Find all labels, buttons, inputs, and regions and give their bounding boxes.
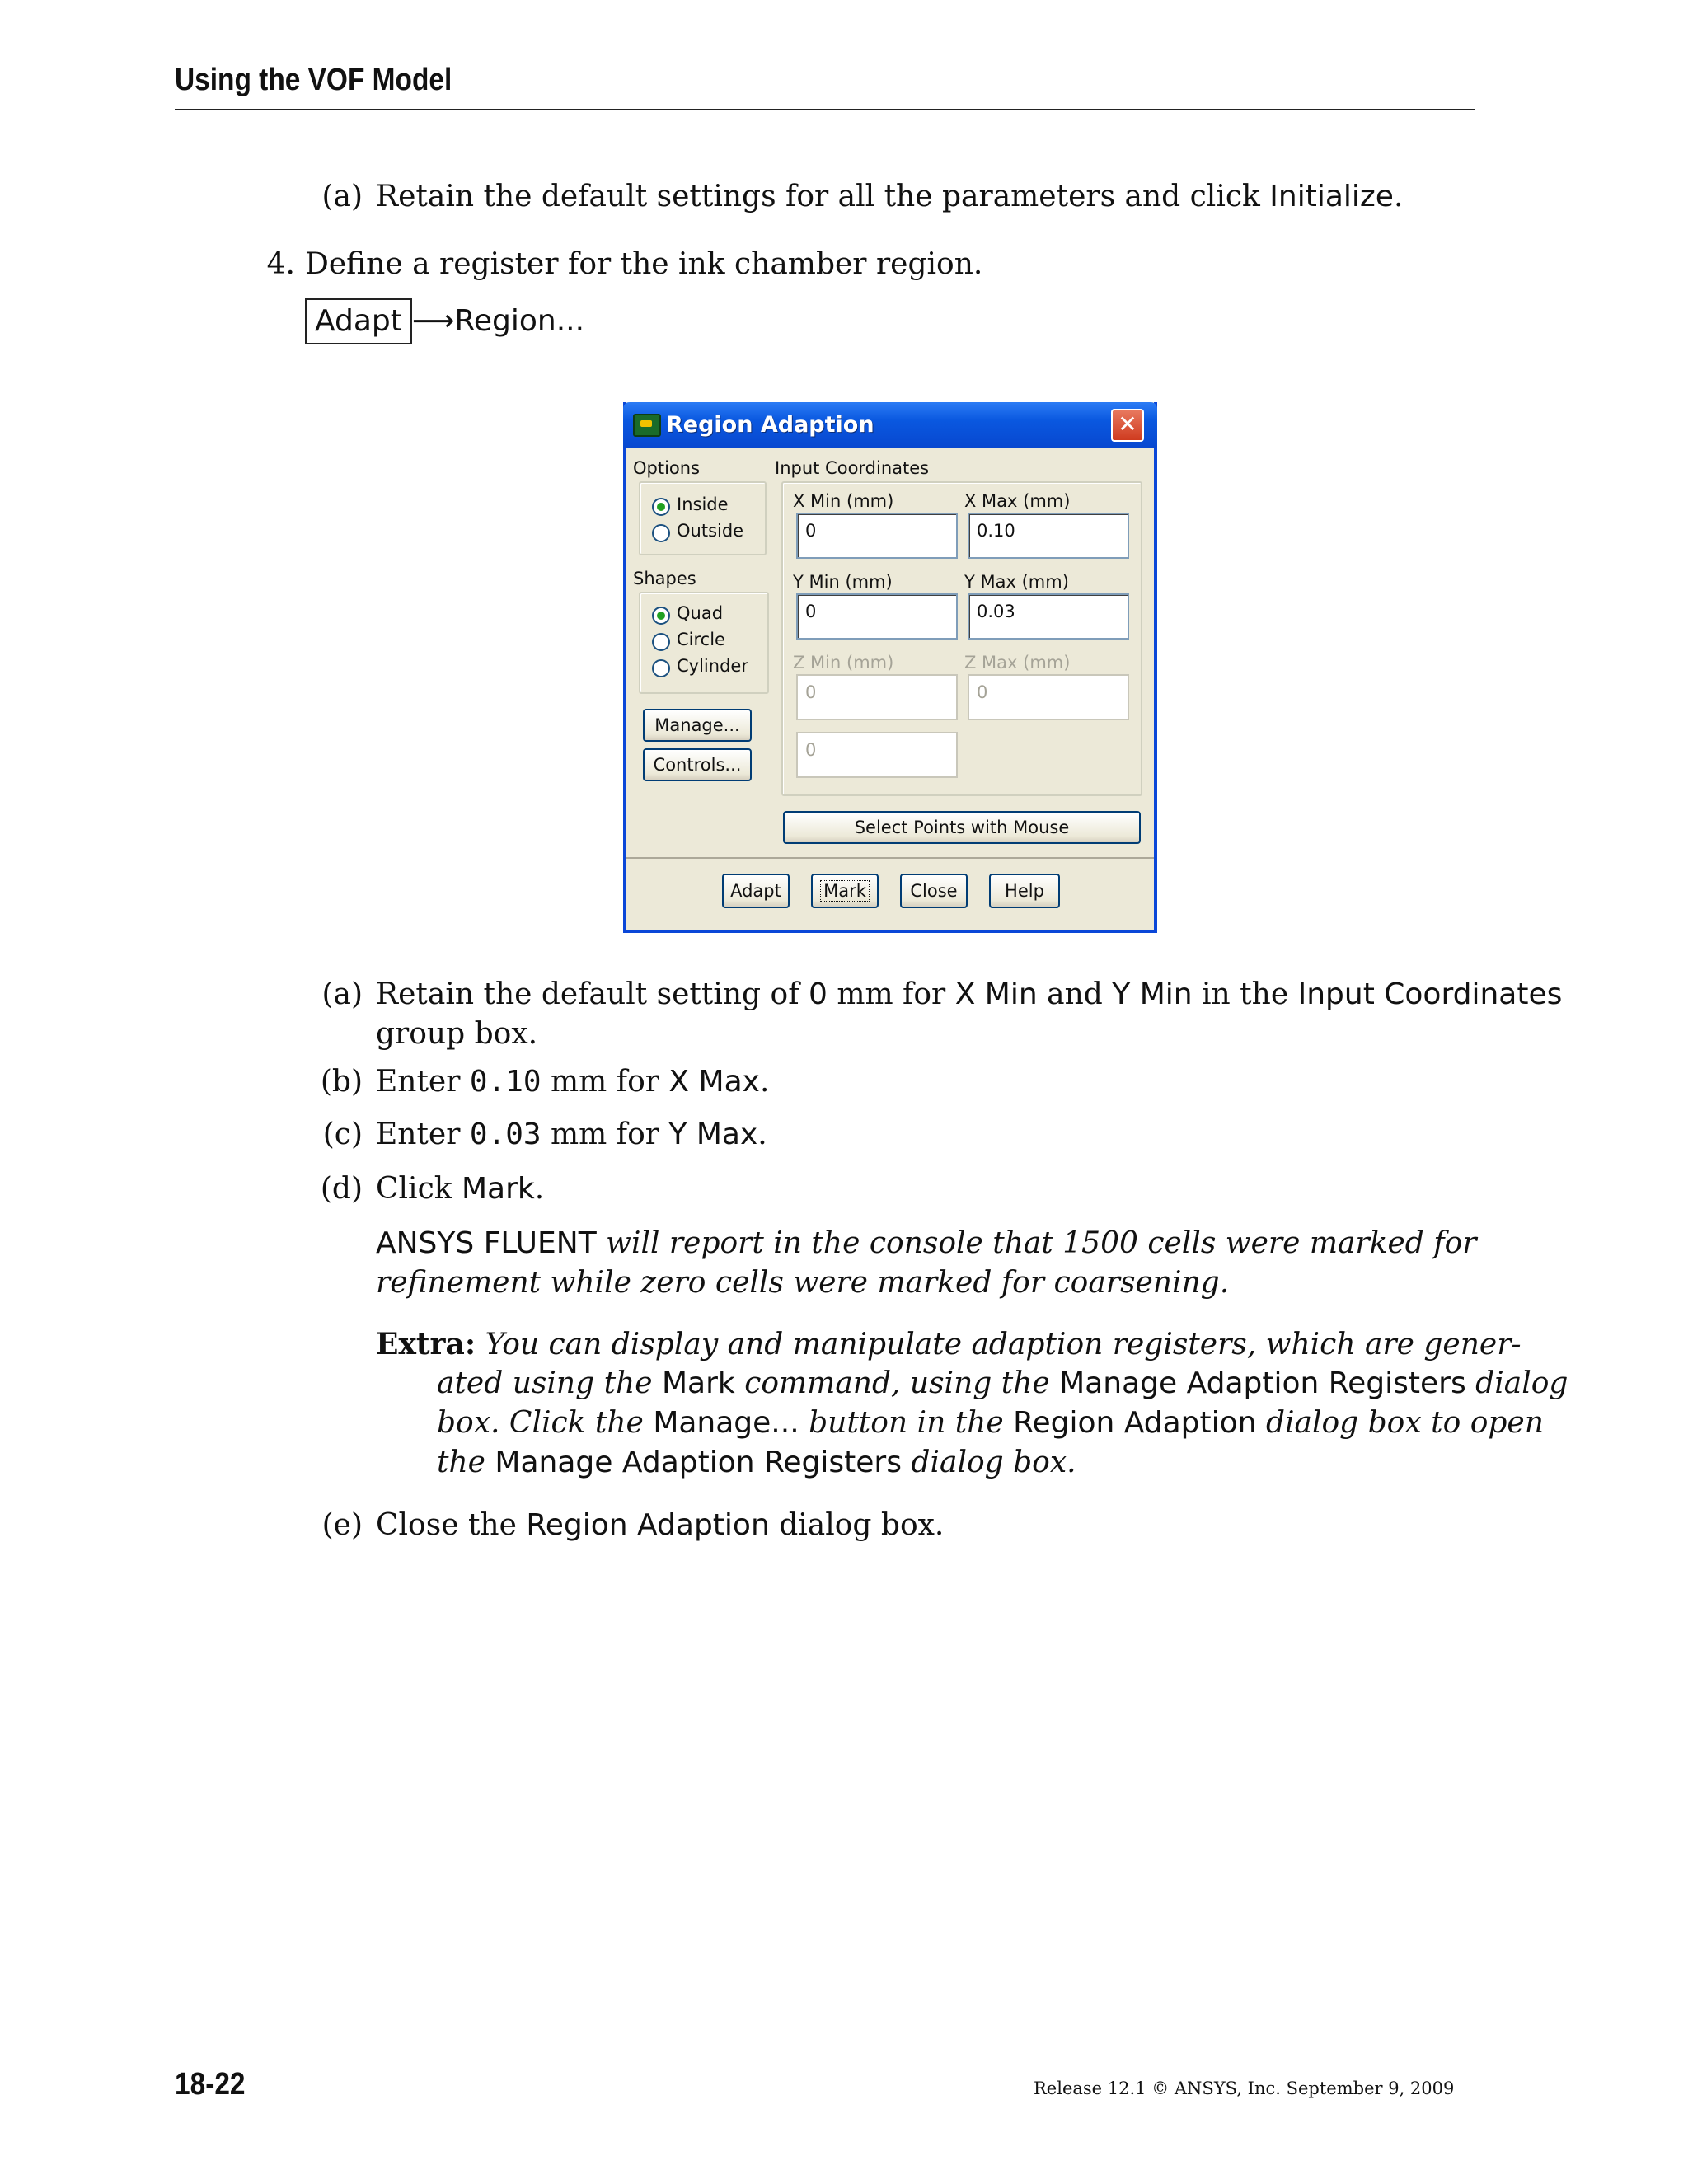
substep-label: (c) — [322, 1118, 363, 1151]
gui-term: Manage Adaption Registers — [495, 1446, 902, 1479]
y-min-input[interactable]: 0 — [796, 593, 958, 640]
text-run: box. Click the — [437, 1406, 654, 1440]
gui-term: Manage... — [653, 1406, 799, 1440]
text-run: Click — [376, 1172, 462, 1206]
fluent-app-icon — [633, 414, 661, 437]
z-max-label: Z Max (mm) — [964, 653, 1071, 673]
gui-term: Manage Adaption Registers — [1059, 1366, 1466, 1400]
substep-c-text — [376, 1114, 767, 1155]
text-run: Retain the default setting of — [376, 977, 809, 1011]
gui-term: Y Min — [1112, 977, 1193, 1011]
radio-cylinder[interactable] — [652, 659, 670, 677]
x-min-input[interactable]: 0 — [796, 513, 958, 559]
region-adaption-dialog — [623, 402, 1157, 933]
text-run: dialog box. — [769, 1508, 945, 1542]
substep-e-text — [376, 1505, 944, 1546]
typed-value: 0.10 — [469, 1065, 542, 1099]
substep-d-text — [376, 1169, 544, 1210]
gui-term: Y Max — [668, 1118, 758, 1151]
gui-term: Mark — [462, 1172, 535, 1206]
text-run: Retain the default settings for all the parameters and click — [376, 180, 1270, 213]
page-number: 18-22 — [175, 2067, 246, 2102]
close-button[interactable]: Close — [900, 874, 968, 908]
mark-button[interactable] — [811, 874, 879, 908]
radio-outside[interactable] — [652, 524, 670, 542]
gui-term: Region Adaption — [526, 1508, 770, 1542]
select-points-with-mouse-button[interactable]: Select Points with Mouse — [783, 811, 1141, 844]
z-max-input: 0 — [968, 674, 1129, 720]
substep-a-line2: group box. — [376, 1017, 538, 1051]
extra-label: Extra: — [376, 1327, 476, 1361]
z-min-label: Z Min (mm) — [793, 653, 894, 673]
radio-quad-label: Quad — [677, 603, 724, 623]
gui-term: Initialize — [1269, 180, 1394, 213]
menu-box: Adapt — [305, 298, 412, 344]
substep-a-line1 — [376, 974, 1562, 1015]
options-label: Options — [633, 458, 701, 478]
close-icon[interactable]: ✕ — [1111, 409, 1144, 442]
dialog-title: Region Adaption — [666, 412, 874, 438]
text-run: will report in the console that 1500 cells were marked for — [596, 1226, 1477, 1260]
text-run: the — [437, 1446, 495, 1479]
shapes-label: Shapes — [633, 569, 696, 588]
step-label: (a) — [321, 180, 363, 213]
text-run: You can display and manipulate adaption registers, which are gener- — [476, 1328, 1522, 1361]
menu-arrow: ⟶ — [411, 304, 455, 338]
extra-line2 — [437, 1363, 1568, 1404]
options-group — [639, 481, 767, 555]
gui-term: X Max — [668, 1065, 760, 1099]
text-run: mm for — [541, 1118, 669, 1151]
radius-input: 0 — [796, 732, 958, 778]
dialog-separator — [626, 857, 1154, 859]
extra-line1 — [376, 1324, 1522, 1366]
text-run: command, using the — [734, 1366, 1060, 1400]
text-run: . — [1393, 180, 1404, 213]
manage-button[interactable]: Manage... — [643, 709, 752, 742]
gui-term: Region Adaption — [1013, 1406, 1257, 1440]
text-run: Enter — [376, 1065, 470, 1099]
help-button[interactable]: Help — [989, 874, 1060, 908]
input-coordinates-group — [781, 481, 1142, 796]
note-line1 — [376, 1223, 1476, 1264]
z-min-input: 0 — [796, 674, 958, 720]
text-run: . — [534, 1172, 545, 1206]
text-run: Enter — [376, 1118, 470, 1151]
radio-circle-label: Circle — [677, 630, 725, 649]
step-text — [376, 176, 1403, 218]
product-name: ANSYS FLUENT — [376, 1226, 597, 1260]
substep-label: (d) — [320, 1172, 363, 1206]
running-header: Using the VOF Model — [175, 63, 452, 97]
gui-term: X Min — [954, 977, 1038, 1011]
value-text: 0 — [808, 977, 828, 1011]
step-text: Define a register for the ink chamber region. — [305, 247, 983, 281]
mark-button-label: Mark — [821, 881, 869, 901]
radio-circle[interactable] — [652, 633, 670, 651]
dialog-titlebar — [623, 402, 1157, 448]
header-rule — [175, 109, 1475, 110]
substep-label: (b) — [320, 1065, 363, 1099]
substep-label: (a) — [321, 977, 363, 1011]
text-run: mm for — [827, 977, 955, 1011]
radio-cylinder-label: Cylinder — [677, 656, 748, 676]
controls-button[interactable]: Controls... — [643, 748, 752, 781]
input-coordinates-label: Input Coordinates — [775, 458, 930, 478]
x-max-input[interactable]: 0.10 — [968, 513, 1129, 559]
radio-inside-label: Inside — [677, 494, 729, 514]
substep-b-text — [376, 1062, 769, 1103]
x-min-label: X Min (mm) — [793, 491, 894, 511]
text-run: . — [757, 1118, 767, 1151]
text-run: dialog box to open — [1256, 1406, 1544, 1440]
gui-term: Input Coordinates — [1297, 977, 1563, 1011]
text-run: dialog — [1465, 1366, 1568, 1400]
text-run: in the — [1192, 977, 1298, 1011]
text-run: mm for — [541, 1065, 669, 1099]
x-max-label: X Max (mm) — [964, 491, 1071, 511]
text-run: and — [1037, 977, 1113, 1011]
y-max-label: Y Max (mm) — [964, 572, 1069, 592]
typed-value: 0.03 — [469, 1118, 542, 1151]
radio-outside-label: Outside — [677, 521, 744, 541]
adapt-button[interactable]: Adapt — [722, 874, 790, 908]
radio-quad[interactable] — [652, 607, 670, 625]
text-run: button in the — [799, 1406, 1014, 1440]
step-number: 4. — [266, 247, 295, 281]
submenu-label: Region... — [454, 304, 585, 338]
release-info: Release 12.1 © ANSYS, Inc. September 9, 2009 — [1034, 2079, 1455, 2098]
radio-inside[interactable] — [652, 498, 670, 516]
y-min-label: Y Min (mm) — [793, 572, 893, 592]
extra-line3 — [437, 1403, 1544, 1444]
y-max-input[interactable]: 0.03 — [968, 593, 1129, 640]
gui-term: Mark — [661, 1366, 735, 1400]
shapes-group — [639, 592, 769, 694]
text-run: dialog box. — [901, 1446, 1076, 1479]
menu-path — [305, 298, 584, 344]
text-run: . — [759, 1065, 770, 1099]
text-run: ated using the — [437, 1366, 662, 1400]
text-run: Close the — [376, 1508, 527, 1542]
extra-line4 — [437, 1442, 1076, 1483]
note-line2: refinement while zero cells were marked for coarsening. — [376, 1266, 1230, 1300]
substep-label: (e) — [321, 1508, 363, 1542]
